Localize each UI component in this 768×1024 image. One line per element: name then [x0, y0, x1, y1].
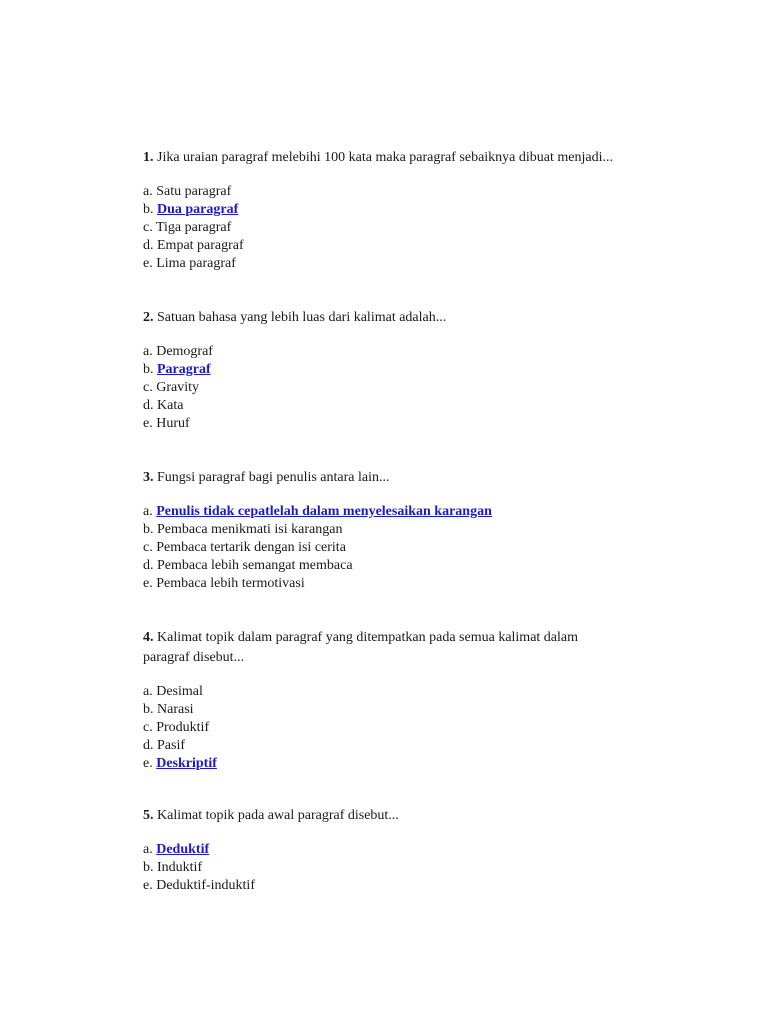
option-letter: d. — [143, 238, 154, 253]
option-c — [143, 539, 492, 557]
option-list — [143, 841, 399, 895]
option-letter: c. — [143, 720, 153, 735]
question-prompt-line-2: paragraf disebut... — [143, 650, 245, 665]
question-3 — [143, 468, 492, 593]
option-c — [143, 719, 578, 737]
question-5 — [143, 806, 399, 895]
option-text: Produktif — [156, 720, 210, 735]
question-text — [143, 148, 613, 168]
option-text: Lima paragraf — [156, 256, 236, 271]
option-e — [143, 255, 613, 273]
option-text: Satu paragraf — [156, 184, 232, 199]
option-d — [143, 397, 446, 415]
option-text: Demograf — [156, 344, 213, 359]
option-a — [143, 183, 613, 201]
option-list — [143, 503, 492, 593]
option-text: Desimal — [156, 684, 203, 699]
option-text: Empat paragraf — [157, 238, 244, 253]
question-text — [143, 806, 399, 826]
question-number: 1. — [143, 150, 154, 165]
option-letter: d. — [143, 558, 154, 573]
answer-link[interactable]: Penulis tidak cepatlelah dalam menyelesaikan karangan — [156, 504, 492, 519]
option-text: Pembaca lebih semangat membaca — [157, 558, 353, 573]
option-letter: a. — [143, 184, 153, 199]
option-b — [143, 361, 446, 379]
question-prompt: Kalimat topik pada awal paragraf disebut... — [157, 808, 399, 823]
question-number: 5. — [143, 808, 154, 823]
option-letter: c. — [143, 540, 153, 555]
option-letter: a. — [143, 684, 153, 699]
option-list — [143, 343, 446, 433]
answer-link[interactable]: Deskriptif — [156, 756, 217, 771]
question-prompt-line-1: Kalimat topik dalam paragraf yang ditempatkan pada semua kalimat dalam — [157, 630, 579, 645]
option-d — [143, 557, 492, 575]
option-a — [143, 683, 578, 701]
option-c — [143, 219, 613, 237]
option-c — [143, 379, 446, 397]
option-letter: b. — [143, 522, 154, 537]
question-prompt: Jika uraian paragraf melebihi 100 kata maka paragraf sebaiknya dibuat menjadi... — [157, 150, 613, 165]
option-letter: d. — [143, 738, 154, 753]
option-text: Huruf — [156, 416, 190, 431]
option-d — [143, 237, 613, 255]
option-a — [143, 841, 399, 859]
option-b — [143, 201, 613, 219]
option-letter: a. — [143, 344, 153, 359]
option-b — [143, 859, 399, 877]
option-letter: d. — [143, 398, 154, 413]
option-text: Pembaca lebih termotivasi — [156, 576, 305, 591]
answer-link[interactable]: Paragraf — [157, 362, 211, 377]
option-letter: b. — [143, 702, 154, 717]
answer-link[interactable]: Deduktif — [156, 842, 210, 857]
question-number: 3. — [143, 470, 154, 485]
option-letter: b. — [143, 362, 154, 377]
question-number: 2. — [143, 310, 154, 325]
option-text: Deduktif-induktif — [156, 878, 255, 893]
option-letter: e. — [143, 878, 153, 893]
option-text: Kata — [157, 398, 184, 413]
question-text — [143, 628, 578, 668]
question-1 — [143, 148, 613, 273]
option-b — [143, 521, 492, 539]
option-d — [143, 737, 578, 755]
option-letter: c. — [143, 220, 153, 235]
option-letter: e. — [143, 576, 153, 591]
option-e — [143, 415, 446, 433]
option-text: Pembaca tertarik dengan isi cerita — [156, 540, 346, 555]
question-4 — [143, 628, 578, 773]
option-text: Narasi — [157, 702, 194, 717]
option-a — [143, 343, 446, 361]
option-letter: b. — [143, 202, 154, 217]
option-letter: e. — [143, 256, 153, 271]
option-text: Pembaca menikmati isi karangan — [157, 522, 343, 537]
option-text: Induktif — [157, 860, 203, 875]
option-letter: c. — [143, 380, 153, 395]
question-prompt: Satuan bahasa yang lebih luas dari kalimat adalah... — [157, 310, 447, 325]
option-letter: a. — [143, 842, 153, 857]
question-2 — [143, 308, 446, 433]
option-text: Tiga paragraf — [155, 220, 232, 235]
option-letter: e. — [143, 756, 153, 771]
option-e — [143, 877, 399, 895]
answer-link[interactable]: Dua paragraf — [157, 202, 239, 217]
option-list — [143, 183, 613, 273]
option-letter: e. — [143, 416, 153, 431]
question-text — [143, 308, 446, 328]
option-e — [143, 755, 578, 773]
option-text: Pasif — [157, 738, 185, 753]
option-list — [143, 683, 578, 773]
option-e — [143, 575, 492, 593]
option-b — [143, 701, 578, 719]
option-letter: b. — [143, 860, 154, 875]
question-prompt: Fungsi paragraf bagi penulis antara lain... — [157, 470, 390, 485]
question-number: 4. — [143, 630, 154, 645]
option-text: Gravity — [156, 380, 199, 395]
option-a — [143, 503, 492, 521]
question-text — [143, 468, 492, 488]
option-letter: a. — [143, 504, 153, 519]
